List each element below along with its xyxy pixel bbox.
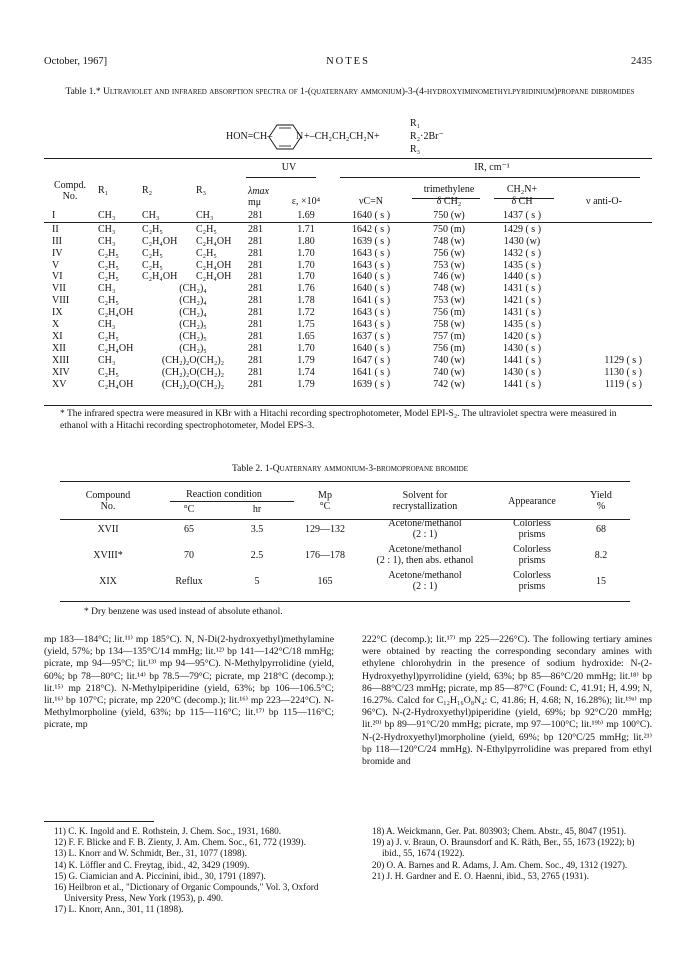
table-row: [44, 248, 652, 260]
lambda-max-cell: 281: [248, 330, 263, 342]
melting-point-cell: 176—178: [305, 549, 345, 561]
solvent-line: Acetone/methanol: [388, 570, 462, 581]
delta-ch2-cell: 756 (w): [433, 247, 465, 259]
r3-cell: C₂H₄OH: [196, 259, 232, 271]
col-dch2: δ CH₂: [436, 195, 462, 207]
r2-r3-cell: (CH₂)₅: [179, 342, 207, 354]
appearance-cell: [492, 568, 572, 594]
compound-number-cell: XII: [52, 342, 66, 354]
t2-col-solvent-2: recrystallization: [392, 501, 458, 512]
reference-item: 11) C. K. Ingold and E. Rothstein, J. Chem. Soc., 1931, 1680.: [54, 826, 282, 836]
col-r2: R₂: [142, 184, 153, 196]
compound-number-cell: XVIII*: [93, 549, 123, 561]
r3-cell: C₂H₅: [196, 247, 217, 259]
epsilon-cell: 1.72: [297, 307, 315, 319]
body-left-column: mp 183—184°C; lit.¹¹⁾ mp 185°C). N, N-Di(2-hydroxyethyl)methylamine (yield, 57%; bp 134—135°C/14 mmHg; lit.¹²⁾ bp 141—142°C/18 mmHg; picrate, mp 94—95°C; lit.¹³⁾ mp 94—95°C). N-Methylpyrrolidine (yield, 60%; bp 78—80°C; lit.¹⁴⁾ bp 78.5—79°C; picrate, mp 218°C (decomp.); lit.¹⁵⁾ mp 218°C). N-Methylpiperidine (yield, 63%; bp 106—106.5°C; lit.¹⁶⁾ bp 107°C; picrate, mp 220°C (decomp.); lit.¹⁶⁾ mp 223—224°C). N-Methylmorpholine (yield, 63%; bp 115—116°C; lit.¹⁷⁾ bp 115—116°C; picrate, mp: [44, 634, 334, 731]
t2-col-no: No.: [100, 501, 116, 512]
appearance-line: Colorless: [513, 518, 551, 529]
delta-ch-cell: 1432 ( s ): [502, 247, 542, 259]
table2-caption-text: 1-Quaternary ammonium-3-bromopropane bromide: [264, 464, 468, 474]
refs-divider: [44, 821, 154, 822]
table2-bottom-rule: [60, 601, 630, 602]
col-vcn: νC=N: [358, 195, 384, 207]
hours-cell: 2.5: [250, 549, 264, 561]
r2-cell: C₂H₄OH: [142, 235, 178, 247]
table1-header-rule: [44, 222, 652, 223]
table-row: [44, 319, 652, 331]
lambda-max-cell: 281: [248, 223, 263, 235]
anti-o-cell: [556, 236, 652, 248]
lambda-max-cell: 281: [248, 307, 263, 319]
col-lmax-unit: mμ: [248, 196, 262, 208]
lambda-max-cell: 281: [248, 378, 263, 390]
formula-r3: R₃: [410, 144, 421, 155]
compound-number-cell: II: [52, 223, 59, 235]
anti-o-cell: 1130 ( s ): [604, 366, 642, 378]
reference-item: 12) F. F. Blicke and F. B. Zienty, J. Am. Chem. Soc., 61, 772 (1939).: [54, 837, 306, 848]
delta-ch2-cell: 748 (w): [433, 235, 465, 247]
anti-o-cell: [556, 271, 652, 283]
reference-item: 19) a) J. v. Braun, O. Braunsdorf and K. Räth, Ber., 55, 1673 (1922); b) ibid., 55, 1674 (1922).: [372, 837, 635, 859]
r1-cell: C₂H₅: [98, 295, 119, 307]
vcn-cell: 1643 ( s ): [351, 307, 391, 319]
r1-cell: CH₃: [98, 235, 116, 247]
t2-col-reaction: Reaction condition: [186, 488, 262, 500]
r2-cell: C₂H₅: [142, 259, 163, 271]
compound-number-cell: XV: [52, 378, 67, 390]
lambda-max-cell: 281: [248, 283, 263, 295]
r1-cell: C₂H₄OH: [98, 378, 134, 390]
reference-item: 18) A. Weickmann, Ger. Pat. 803903; Chem. Abstr., 45, 8047 (1951).: [372, 826, 627, 836]
table1-footnote: * The infrared spectra were measured in KBr with a Hitachi recording spectrophotometer, Model EPI-S₂. The ultraviolet spectra were measured in ethanol with a Hitachi recording spectrophotometer, Model EPS-3.: [60, 409, 617, 431]
solvent-line: Acetone/methanol: [388, 518, 462, 529]
epsilon-cell: 1.70: [297, 247, 315, 259]
vcn-cell: 1641 ( s ): [351, 366, 391, 378]
table-row: [44, 236, 652, 248]
vcn-cell: 1641 ( s ): [351, 295, 391, 307]
r2-r3-cell: (CH₂)₅: [179, 319, 207, 331]
r2-r3-cell: (CH₂)₄: [179, 307, 207, 319]
r2-r3-cell: (CH₂)₄: [179, 295, 207, 307]
yield-cell: 8.2: [594, 549, 608, 561]
delta-ch-cell: 1440 ( s ): [502, 271, 542, 283]
reference-item: 14) K. Löffler and C. Freytag, ibid., 42, 3429 (1909).: [54, 859, 250, 870]
hours-cell: 3.5: [250, 523, 264, 535]
r2-cell: C₂H₅: [142, 223, 163, 235]
epsilon-cell: 1.78: [297, 295, 315, 307]
col-trimethylene: trimethylene: [423, 184, 475, 195]
delta-ch2-cell: 756 (m): [433, 342, 465, 354]
epsilon-cell: 1.75: [297, 319, 315, 331]
delta-ch-cell: 1430 (w): [503, 235, 541, 247]
r1-cell: C₂H₅: [98, 259, 119, 271]
structural-formula: [150, 118, 550, 155]
r1-cell: C₂H₅: [98, 247, 119, 259]
vcn-cell: 1639 ( s ): [351, 378, 391, 390]
appearance-cell: [492, 542, 572, 568]
table2: [60, 486, 630, 594]
anti-o-cell: [556, 260, 652, 272]
r1-cell: CH₃: [98, 223, 116, 235]
vcn-cell: 1643 ( s ): [351, 259, 391, 271]
r1-cell: C₂H₅: [98, 271, 119, 283]
lambda-max-cell: 281: [248, 354, 263, 366]
compound-number-cell: XIII: [52, 354, 70, 366]
delta-ch2-cell: 740 (w): [433, 354, 465, 366]
table1-body: [44, 208, 652, 391]
delta-ch-cell: 1430 ( s ): [502, 342, 542, 354]
r2-r3-cell: (CH₂)₅: [179, 330, 207, 342]
col-no: No.: [62, 190, 78, 202]
compound-number-cell: IV: [52, 247, 63, 259]
compound-number-cell: V: [52, 259, 60, 271]
hours-cell: 5: [254, 575, 260, 587]
delta-ch-cell: 1435 ( s ): [502, 319, 542, 331]
epsilon-cell: 1.79: [297, 354, 315, 366]
vcn-cell: 1640 ( s ): [351, 283, 391, 295]
delta-ch-cell: 1435 ( s ): [502, 259, 542, 271]
lambda-max-cell: 281: [248, 295, 263, 307]
delta-ch-cell: 1437 ( s ): [502, 209, 542, 221]
appearance-line: prisms: [518, 555, 546, 566]
table-row: [44, 379, 652, 391]
epsilon-cell: 1.80: [297, 235, 315, 247]
anti-o-cell: [556, 343, 652, 355]
delta-ch2-cell: 757 (m): [433, 330, 465, 342]
epsilon-cell: 1.65: [297, 330, 315, 342]
vcn-cell: 1637 ( s ): [351, 330, 391, 342]
compound-number-cell: VI: [52, 271, 63, 283]
table2-caption: [60, 463, 640, 475]
compound-number-cell: III: [52, 235, 62, 247]
delta-ch-cell: 1429 ( s ): [502, 223, 542, 235]
lambda-max-cell: 281: [248, 271, 263, 283]
table2-footnote: * Dry benzene was used instead of absolute ethanol.: [84, 607, 283, 617]
r1-cell: C₂H₅: [98, 330, 119, 342]
lambda-max-cell: 281: [248, 209, 263, 221]
lambda-max-cell: 281: [248, 235, 263, 247]
t2-col-mp: Mp: [318, 490, 332, 501]
table1-grid: [44, 160, 652, 391]
t2-col-compound: Compound: [85, 490, 131, 501]
vcn-cell: 1640 ( s ): [351, 271, 391, 283]
ch2n-brace: [494, 198, 554, 199]
body-right-column: 222°C (decomp.); lit.¹⁷⁾ mp 225—226°C). The following tertiary amines were obtained by reacting the corresponding secondary amines with ethylene chlorohydrin in the presence of sodium hydroxide: N-(2-Hydroxyethyl)pyrrolidine (yield, 63%; bp 85—86°C/20 mmHg; lit.¹⁸⁾ bp 86—88°C/23 mmHg; picrate, mp 85—87°C (Found: C, 41.91; H, 4.99; N, 16.27%. Calcd for C₁₂H₁₆O₈N₄: C, 41.86; H, 4.68; N, 16.28%); lit.¹⁹ᵃ⁾ mp 96°C). N-(2-Hydroxyethyl)piperidine (yield, 69%; bp 92°C/20 mmHg; lit.²⁰⁾ bp 89—91°C/20 mmHg; picrate, mp 97—100°C; lit.¹⁹ᵇ⁾ mp 100°C). N-(2-Hydroxyethyl)morpholine (yield, 69%; bp 120°C/25 mmHg; lit.²¹⁾ bp 118—120°C/24 mmHg). N-Ethylpyrrolidine was prepared from ethyl bromide and: [362, 634, 652, 768]
r2-r3-cell: (CH₂)₂O(CH₂)₂: [161, 366, 225, 378]
reference-item: 17) L. Knorr, Ann., 301, 11 (1898).: [54, 904, 184, 915]
table1-caption-label: Table 1.*: [65, 87, 101, 97]
r2-cell: C₂H₄OH: [142, 271, 178, 283]
lambda-max-cell: 281: [248, 247, 263, 259]
vcn-cell: 1639 ( s ): [351, 235, 391, 247]
delta-ch2-cell: 756 (m): [433, 307, 465, 319]
appearance-line: prisms: [518, 529, 546, 540]
solvent-line: Acetone/methanol: [388, 544, 462, 555]
reference-item: 21) J. H. Gardner and E. O. Haenni, ibid., 53, 2765 (1931).: [372, 870, 589, 881]
running-header: [44, 56, 652, 70]
temperature-cell: 70: [184, 549, 194, 561]
header-page-number: 2435: [631, 56, 652, 67]
vcn-cell: 1642 ( s ): [351, 223, 391, 235]
compound-number-cell: IX: [52, 307, 63, 319]
r2-cell: C₂H₅: [142, 247, 163, 259]
delta-ch2-cell: 740 (w): [433, 366, 465, 378]
delta-ch-cell: 1431 ( s ): [502, 283, 542, 295]
r3-cell: C₂H₅: [196, 223, 217, 235]
r1-cell: C₂H₄OH: [98, 342, 134, 354]
col-ch2n: CH₂N+: [506, 184, 538, 195]
delta-ch-cell: 1421 ( s ): [502, 295, 542, 307]
r3-cell: C₂H₄OH: [196, 271, 232, 283]
temperature-cell: Reflux: [175, 575, 203, 587]
table2-top-rule: [60, 481, 630, 482]
r2-cell: CH₃: [142, 209, 160, 221]
reaction-brace: [170, 501, 294, 502]
appearance-line: Colorless: [513, 544, 551, 555]
t2-col-hr: hr: [252, 503, 262, 515]
reference-item: 15) G. Ciamician and A. Piccinini, ibid., 30, 1791 (1897).: [54, 870, 266, 881]
col-lmax: λmax: [248, 185, 269, 197]
r1-cell: C₂H₅: [98, 366, 119, 378]
solvent-line: (2 : 1): [412, 529, 438, 540]
epsilon-cell: 1.70: [297, 342, 315, 354]
table-row: [44, 355, 652, 367]
col-compd: Compd.: [54, 179, 86, 191]
delta-ch2-cell: 748 (w): [433, 283, 465, 295]
table2-caption-label: Table 2.: [232, 464, 263, 474]
epsilon-cell: 1.71: [297, 223, 315, 235]
yield-cell: 68: [596, 523, 606, 535]
vcn-cell: 1643 ( s ): [351, 247, 391, 259]
delta-ch2-cell: 746 (w): [433, 271, 465, 283]
appearance-line: Colorless: [513, 570, 551, 581]
r1-cell: CH₃: [98, 283, 116, 295]
t2-col-appearance: Appearance: [508, 495, 556, 507]
table-row: [44, 331, 652, 343]
anti-o-cell: 1129 ( s ): [604, 354, 642, 366]
formula-ring-n: N: [296, 131, 304, 142]
table1-bottom-rule: [44, 405, 652, 406]
anti-o-cell: [556, 331, 652, 343]
table-row: [44, 343, 652, 355]
table1-caption: [60, 86, 640, 98]
r2-r3-cell: (CH₂)₂O(CH₂)₂: [161, 354, 225, 366]
col-r3: R₃: [196, 184, 207, 196]
header-section: NOTES: [326, 56, 370, 67]
delta-ch2-cell: 750 (m): [433, 223, 465, 235]
solvent-line: (2 : 1): [412, 581, 438, 592]
delta-ch-cell: 1441 ( s ): [502, 354, 542, 366]
r1-cell: CH₃: [98, 354, 116, 366]
table1-top-rule: [44, 158, 652, 159]
delta-ch2-cell: 742 (w): [433, 378, 465, 390]
group-uv: UV: [281, 162, 297, 173]
epsilon-cell: 1.70: [297, 259, 315, 271]
appearance-line: prisms: [518, 581, 546, 592]
references-left: [54, 826, 334, 916]
table2-grid: [60, 486, 630, 594]
epsilon-cell: 1.69: [297, 209, 315, 221]
t2-col-mp-unit: °C: [319, 501, 331, 512]
col-r1: R₁: [98, 184, 109, 196]
table-row: [60, 568, 630, 594]
table-row: [44, 307, 652, 319]
r1-cell: CH₃: [98, 319, 116, 331]
r2-r3-cell: (CH₂)₂O(CH₂)₂: [161, 378, 225, 390]
t2-col-yield-unit: %: [596, 501, 606, 512]
compound-number-cell: XIV: [52, 366, 70, 378]
header-date: October, 1967]: [44, 56, 108, 67]
trimethylene-brace: [412, 198, 480, 199]
epsilon-cell: 1.70: [297, 271, 315, 283]
solvent-cell: [358, 542, 492, 568]
lambda-max-cell: 281: [248, 259, 263, 271]
col-eps: ε, ×10⁴: [291, 195, 321, 207]
vcn-cell: 1643 ( s ): [351, 319, 391, 331]
epsilon-cell: 1.74: [297, 366, 315, 378]
compound-number-cell: XVII: [97, 523, 119, 535]
delta-ch-cell: 1431 ( s ): [502, 307, 542, 319]
vcn-cell: 1640 ( s ): [351, 342, 391, 354]
vcn-cell: 1647 ( s ): [351, 354, 391, 366]
compound-number-cell: X: [52, 319, 60, 331]
formula-r2: R₂·2Br⁻: [410, 131, 444, 142]
delta-ch-cell: 1420 ( s ): [502, 330, 542, 342]
uv-brace: [246, 177, 316, 178]
delta-ch2-cell: 750 (w): [433, 209, 465, 221]
yield-cell: 15: [596, 575, 606, 587]
compound-number-cell: VIII: [52, 295, 70, 307]
table-row: [44, 224, 652, 236]
r1-cell: CH₃: [98, 209, 116, 221]
references-right: [372, 826, 652, 882]
col-dch: δ CH: [511, 195, 533, 207]
r3-cell: C₂H₄OH: [196, 235, 232, 247]
reference-item: 13) L. Knorr and W. Schmidt, Ber., 31, 1077 (1898).: [54, 848, 247, 859]
compound-number-cell: XI: [52, 330, 63, 342]
formula-left: HON=CH–: [226, 131, 273, 142]
r1-cell: C₂H₄OH: [98, 307, 134, 319]
col-anti: ν anti-O-: [586, 195, 622, 207]
anti-o-cell: [556, 248, 652, 260]
t2-col-yield: Yield: [590, 490, 612, 501]
t2-col-c: °C: [183, 503, 195, 515]
table-row: [44, 271, 652, 283]
formula-r1: R₁: [410, 118, 421, 129]
delta-ch-cell: 1430 ( s ): [502, 366, 542, 378]
table-row: [44, 260, 652, 272]
delta-ch-cell: 1441 ( s ): [502, 378, 542, 390]
solvent-line: (2 : 1), then abs. ethanol: [376, 555, 474, 566]
lambda-max-cell: 281: [248, 319, 263, 331]
t2-col-solvent-1: Solvent for: [402, 490, 448, 501]
r3-cell: CH₃: [196, 209, 214, 221]
anti-o-cell: 1119 ( s ): [604, 378, 642, 390]
anti-o-cell: [556, 307, 652, 319]
anti-o-cell: [556, 295, 652, 307]
delta-ch2-cell: 758 (w): [433, 319, 465, 331]
vcn-cell: 1640 ( s ): [351, 209, 391, 221]
table-row: [44, 283, 652, 295]
delta-ch2-cell: 753 (w): [433, 295, 465, 307]
melting-point-cell: 165: [317, 575, 333, 587]
anti-o-cell: [556, 224, 652, 236]
anti-o-cell: [556, 283, 652, 295]
table-row: [60, 542, 630, 568]
lambda-max-cell: 281: [248, 342, 263, 354]
ir-brace: [340, 177, 640, 178]
table-row: [44, 367, 652, 379]
reference-item: 16) Heilbron et al., "Dictionary of Organic Compounds," Vol. 3, Oxford University Press, New York (1953), p. 490.: [54, 882, 319, 904]
r2-r3-cell: (CH₂)₄: [179, 283, 207, 295]
reference-item: 20) O. A. Barnes and R. Adams, J. Am. Chem. Soc., 49, 1312 (1927).: [372, 859, 628, 870]
compound-number-cell: XIX: [99, 575, 117, 587]
table-row: [44, 295, 652, 307]
compound-number-cell: VII: [52, 283, 66, 295]
formula-chain: +–CH₂CH₂CH₂N+: [304, 131, 380, 142]
lambda-max-cell: 281: [248, 366, 263, 378]
temperature-cell: 65: [184, 523, 194, 535]
solvent-cell: [358, 568, 492, 594]
group-ir: IR, cm⁻¹: [474, 162, 510, 173]
compound-number-cell: I: [52, 209, 56, 221]
table1-caption-text: Ultraviolet and infrared absorption spectra of 1-(quaternary ammonium)-3-(4-hydroxyiminomethylpyridinium)propane dibromides: [103, 87, 635, 97]
anti-o-cell: [556, 319, 652, 331]
table2-header-rule: [60, 519, 630, 520]
delta-ch2-cell: 753 (w): [433, 259, 465, 271]
table1: [44, 160, 652, 391]
table2-body: [60, 516, 630, 594]
melting-point-cell: 129—132: [305, 523, 345, 535]
epsilon-cell: 1.76: [297, 283, 315, 295]
epsilon-cell: 1.79: [297, 378, 315, 390]
